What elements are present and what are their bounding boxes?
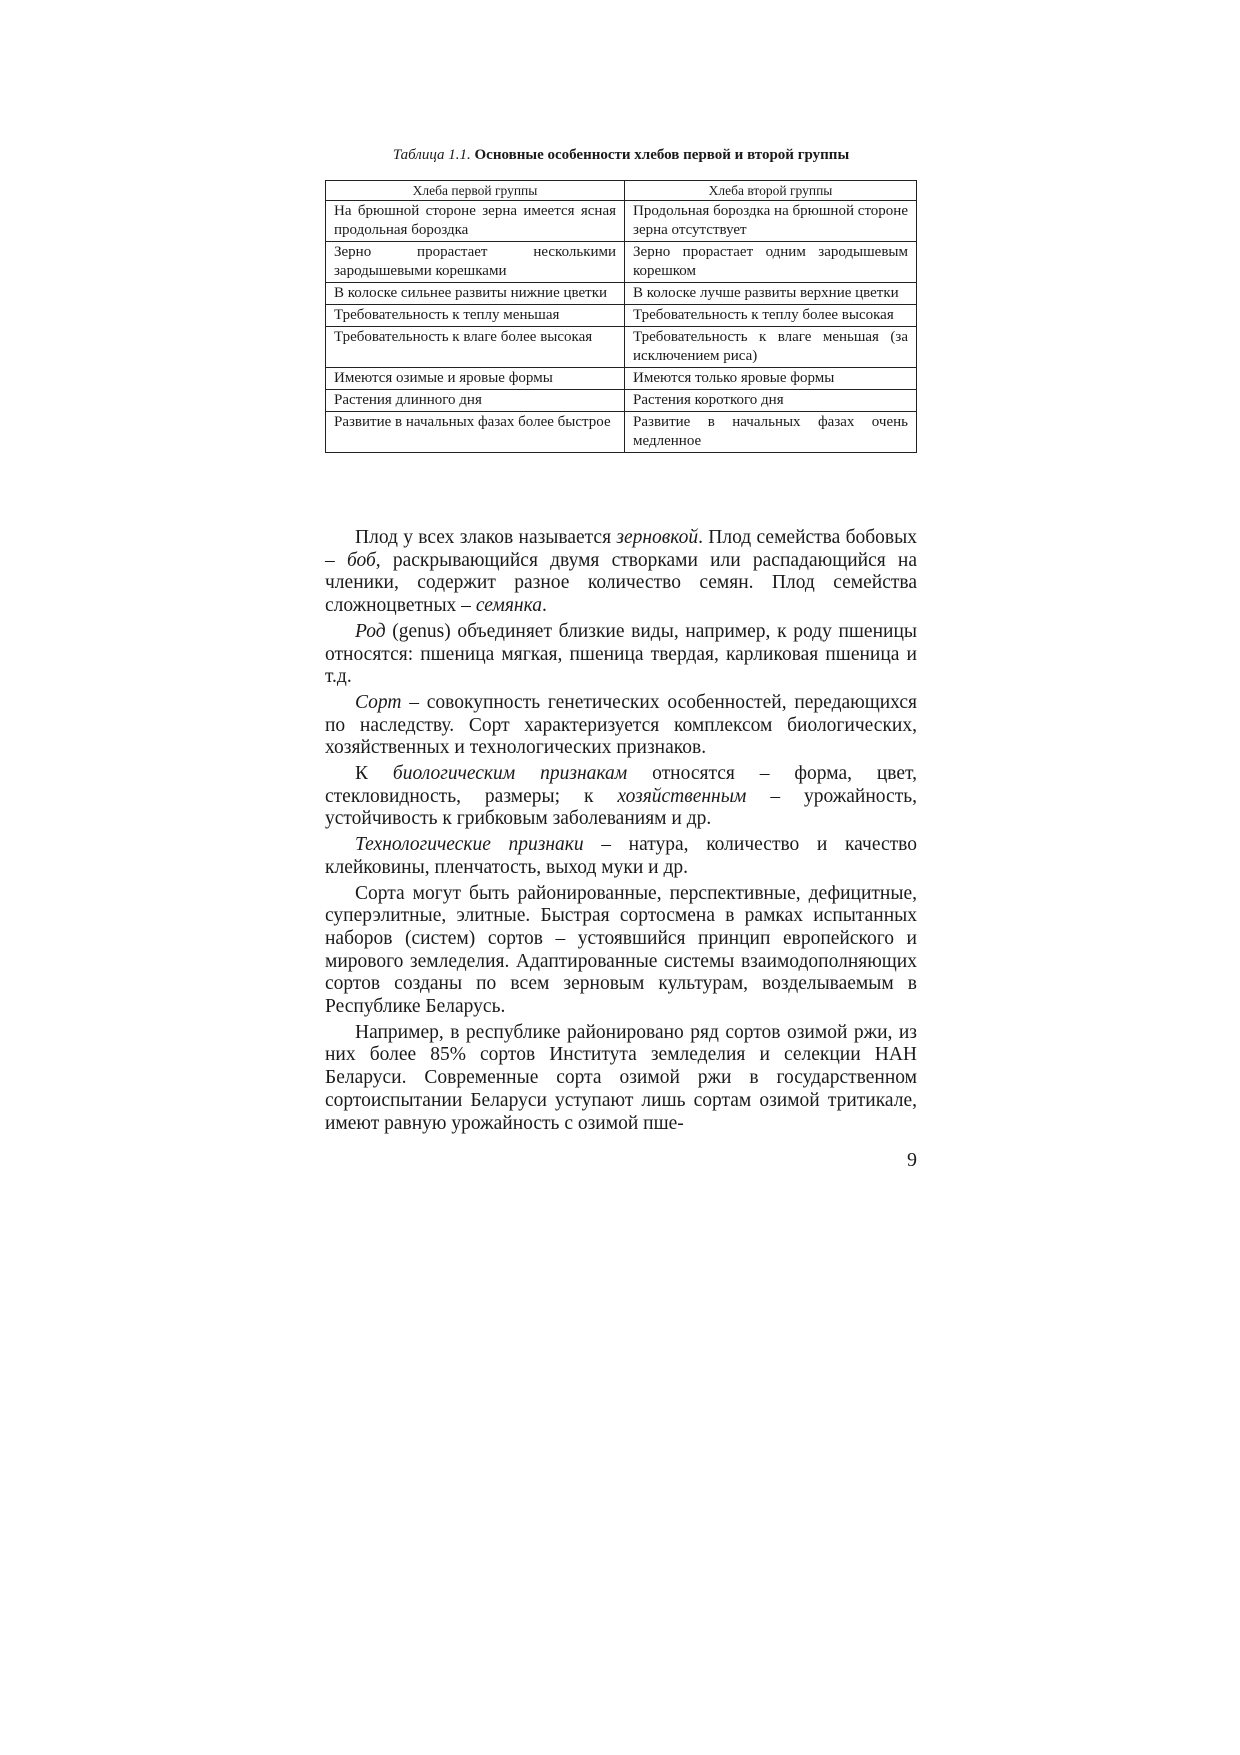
table-row — [326, 390, 917, 412]
table-header-row — [326, 181, 917, 201]
table-row — [326, 201, 917, 242]
paragraph-technological-traits — [325, 834, 917, 879]
table-cell: На брюшной стороне зерна имеется ясная продольная бороздка — [326, 201, 625, 242]
table-row — [326, 412, 917, 453]
text-run: (genus) объединяет близкие виды, например, к роду пшеницы относятся: пшеница мягкая, пшеница твердая, карликовая пшеница и т.д. — [325, 620, 917, 688]
table-caption-title: Основные особенности хлебов первой и второй группы — [474, 147, 850, 163]
text-run: , раскрывающийся двумя створками или распадающийся на членики, содержит разное количество семян. Плод семейства сложноцветных – — [325, 549, 917, 617]
italic-term: биологическим признакам — [392, 763, 628, 785]
text-run: К — [355, 763, 393, 785]
text-run: . — [541, 595, 547, 617]
table-cell: Растения короткого дня — [625, 390, 917, 412]
table-cell: Развитие в начальных фазах более быстрое — [326, 412, 625, 453]
table-header-first-group: Хлеба первой группы — [326, 181, 625, 201]
italic-term: боб — [346, 549, 376, 571]
table-row — [326, 283, 917, 305]
table-cell: Зерно прорастает несколькими зародышевыми корешками — [326, 242, 625, 283]
text-run: Например, в республике районировано ряд сортов озимой ржи, из них более 85% сортов Института земледелия и селекции НАН Беларуси. Современные сорта озимой ржи в государственном сортоиспытании Беларуси уступают лишь сортам озимой тритикале, имеют равную урожайность с озимой пше- — [325, 1021, 917, 1134]
text-run: . Плод семейства бобовых – — [325, 527, 917, 571]
italic-term: Технологические признаки — [355, 834, 584, 856]
italic-term: хозяйственным — [617, 785, 747, 807]
text-run: – натура, количество и качество клейковины, пленчатость, выход муки и др. — [325, 834, 917, 878]
table-row — [326, 305, 917, 327]
paragraph-biological-traits — [325, 763, 917, 831]
italic-term: семянка — [475, 595, 542, 617]
italic-term: зерновкой — [616, 527, 699, 548]
paragraph-variety — [325, 692, 917, 760]
text-run: – совокупность генетических особенностей, передающихся по наследству. Сорт характеризуется комплексом биологических, хозяйственных и технологических признаков. — [325, 691, 917, 759]
table-caption-label: Таблица 1.1. — [392, 147, 471, 163]
body-text — [325, 527, 917, 1138]
italic-term: Род — [355, 620, 386, 642]
table-cell: Продольная бороздка на брюшной стороне зерна отсутствует — [625, 201, 917, 242]
italic-term: Сорт — [355, 691, 402, 713]
table-cell: В колоске лучше развиты верхние цветки — [625, 283, 917, 305]
table-caption — [325, 146, 917, 164]
paragraph-fruit — [325, 527, 917, 618]
features-table — [325, 180, 917, 453]
text-run: – урожайность, устойчивость к грибковым заболеваниям и др. — [325, 785, 917, 830]
text-run: Сорта могут быть районированные, перспективные, дефицитные, суперэлитные, элитные. Быстрая сортосмена в рамках испытанных наборов (систем) сортов – устоявшийся принцип европейского и мирового земледелия. Адаптированные системы взаимодополняющих сортов созданы по всем зерновым культурам, возделываемым в Республике Беларусь. — [325, 882, 917, 1018]
table-cell: Растения длинного дня — [326, 390, 625, 412]
table-row — [326, 242, 917, 283]
table-header-second-group: Хлеба второй группы — [625, 181, 917, 201]
table-cell: Требовательность к теплу меньшая — [326, 305, 625, 327]
table-cell: Имеются озимые и яровые формы — [326, 368, 625, 390]
table-row — [326, 327, 917, 368]
table-cell: Требовательность к влаге меньшая (за исключением риса) — [625, 327, 917, 368]
paragraph-example — [325, 1022, 917, 1136]
paragraph-genus — [325, 621, 917, 689]
page-number: 9 — [907, 1149, 917, 1171]
table-cell: В колоске сильнее развиты нижние цветки — [326, 283, 625, 305]
text-run: Плод у всех злаков называется — [355, 527, 617, 548]
table-cell: Требовательность к теплу более высокая — [625, 305, 917, 327]
paragraph-variety-types — [325, 883, 917, 1019]
table-cell: Имеются только яровые формы — [625, 368, 917, 390]
table-cell: Зерно прорастает одним зародышевым корешком — [625, 242, 917, 283]
table-row — [326, 368, 917, 390]
text-run: относятся – форма, цвет, стекловидность, размеры; к — [325, 763, 917, 807]
table-cell: Требовательность к влаге более высокая — [326, 327, 625, 368]
table-cell: Развитие в начальных фазах очень медленное — [625, 412, 917, 453]
